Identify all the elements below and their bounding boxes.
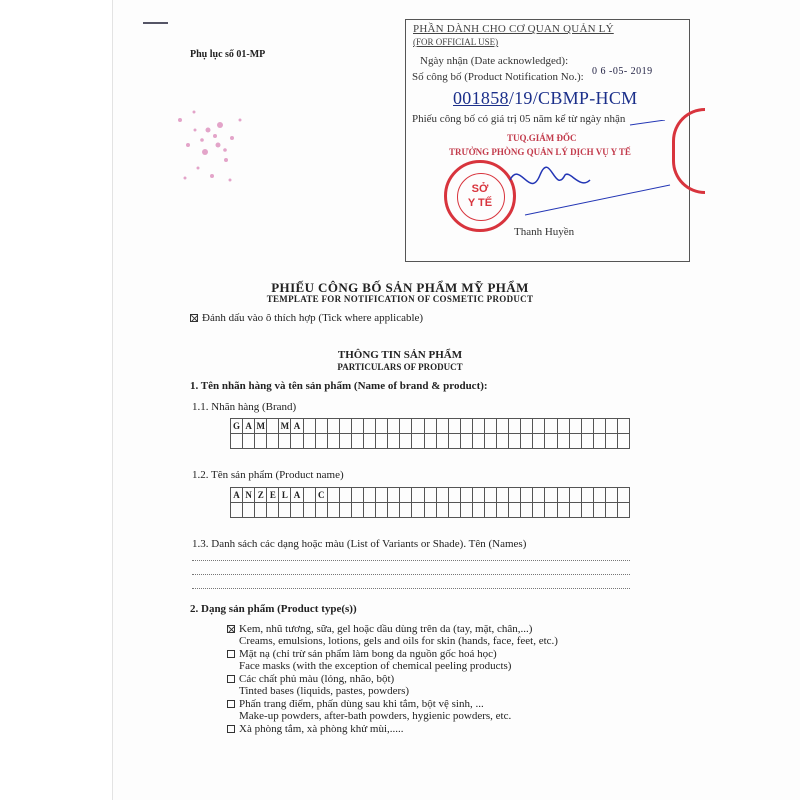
- brand-label: 1.1. Nhãn hàng (Brand): [192, 401, 297, 413]
- grid-cell[interactable]: [557, 419, 569, 434]
- grid-cell[interactable]: [339, 503, 351, 518]
- grid-cell[interactable]: [460, 488, 472, 503]
- product-type-option[interactable]: [227, 673, 647, 697]
- grid-cell[interactable]: [315, 419, 327, 434]
- grid-cell[interactable]: [557, 503, 569, 518]
- grid-cell[interactable]: [400, 488, 412, 503]
- grid-cell[interactable]: [521, 434, 533, 449]
- official-box-title: PHẦN DÀNH CHO CƠ QUAN QUẢN LÝ: [413, 23, 614, 35]
- option-label-en: Make-up powders, after-bath powders, hygienic powders, etc.: [239, 710, 512, 722]
- grid-cell[interactable]: [412, 488, 424, 503]
- grid-cell[interactable]: [255, 503, 267, 518]
- grid-cell[interactable]: [351, 503, 363, 518]
- option-label-vi: Mặt nạ (chỉ trừ sản phẩm làm bong da nguồn gốc hoá học): [239, 648, 497, 660]
- product-type-option[interactable]: [227, 698, 647, 722]
- grid-cell[interactable]: [364, 503, 376, 518]
- grid-cell[interactable]: [618, 434, 630, 449]
- grid-cell[interactable]: [533, 488, 545, 503]
- grid-cell[interactable]: [533, 503, 545, 518]
- grid-cell[interactable]: [436, 419, 448, 434]
- faded-stamp-mark: [160, 90, 280, 200]
- option-label-en: Face masks (with the exception of chemical peeling products): [239, 660, 512, 672]
- grid-cell[interactable]: [460, 434, 472, 449]
- grid-cell[interactable]: [388, 503, 400, 518]
- option-label-en: Tinted bases (liquids, pastes, powders): [239, 685, 410, 697]
- question-2-label: 2. Dạng sản phẩm (Product type(s)): [190, 603, 357, 615]
- grid-cell[interactable]: [484, 434, 496, 449]
- grid-cell[interactable]: [243, 434, 255, 449]
- grid-cell[interactable]: [545, 503, 557, 518]
- grid-cell[interactable]: [436, 503, 448, 518]
- grid-cell[interactable]: [533, 419, 545, 434]
- checkbox[interactable]: [227, 675, 235, 683]
- grid-cell[interactable]: E: [267, 488, 279, 503]
- grid-cell[interactable]: [279, 434, 291, 449]
- grid-cell[interactable]: M: [279, 419, 291, 434]
- grid-cell[interactable]: [593, 503, 605, 518]
- grid-cell[interactable]: [255, 434, 267, 449]
- variants-line[interactable]: [192, 588, 630, 589]
- seal-text-top: SỞ: [471, 183, 489, 195]
- product-type-option[interactable]: [227, 723, 647, 735]
- grid-cell[interactable]: [303, 488, 315, 503]
- grid-cell[interactable]: [533, 434, 545, 449]
- grid-cell[interactable]: A: [243, 419, 255, 434]
- option-label-vi: Phấn trang điểm, phấn dùng sau khi tắm, bột vệ sinh, ...: [239, 698, 484, 710]
- grid-cell[interactable]: [231, 503, 243, 518]
- grid-cell[interactable]: [545, 419, 557, 434]
- product-name-label: 1.2. Tên sản phẩm (Product name): [192, 469, 344, 481]
- grid-cell[interactable]: [605, 488, 617, 503]
- grid-cell[interactable]: [484, 419, 496, 434]
- validity-note: Phiếu công bố có giá trị 05 năm kể từ ngày nhận: [412, 113, 626, 125]
- grid-cell[interactable]: [303, 434, 315, 449]
- grid-cell[interactable]: G: [231, 419, 243, 434]
- grid-cell[interactable]: [376, 488, 388, 503]
- grid-cell[interactable]: [497, 488, 509, 503]
- grid-cell[interactable]: [376, 419, 388, 434]
- grid-cell[interactable]: [593, 488, 605, 503]
- grid-cell[interactable]: [521, 503, 533, 518]
- variants-line[interactable]: [192, 560, 630, 561]
- grid-cell[interactable]: [497, 434, 509, 449]
- grid-cell[interactable]: [279, 503, 291, 518]
- grid-cell[interactable]: [521, 419, 533, 434]
- grid-cell[interactable]: [605, 419, 617, 434]
- variants-label: 1.3. Danh sách các dạng hoặc màu (List of Variants or Shade). Tên (Names): [192, 538, 527, 550]
- grid-cell[interactable]: [472, 434, 484, 449]
- grid-cell[interactable]: [521, 488, 533, 503]
- date-acknowledged-label: Ngày nhận (Date acknowledged):: [420, 55, 569, 67]
- grid-cell[interactable]: [509, 488, 521, 503]
- grid-cell[interactable]: [291, 434, 303, 449]
- product-name-grid[interactable]: [230, 487, 630, 518]
- checkbox[interactable]: [227, 725, 235, 733]
- option-label-vi: Kem, nhũ tương, sữa, gel hoặc dầu dùng trên da (tay, mặt, chân,...): [239, 623, 533, 635]
- section-title: THÔNG TIN SẢN PHẨM: [337, 349, 463, 361]
- grid-cell[interactable]: [412, 503, 424, 518]
- grid-cell[interactable]: A: [291, 488, 303, 503]
- grid-cell[interactable]: M: [255, 419, 267, 434]
- grid-cell[interactable]: [545, 434, 557, 449]
- grid-cell[interactable]: [557, 434, 569, 449]
- grid-cell[interactable]: [388, 434, 400, 449]
- grid-cell[interactable]: [315, 434, 327, 449]
- grid-cell[interactable]: C: [315, 488, 327, 503]
- grid-cell[interactable]: [424, 434, 436, 449]
- grid-cell[interactable]: [484, 503, 496, 518]
- grid-cell[interactable]: [400, 434, 412, 449]
- grid-cell[interactable]: [267, 434, 279, 449]
- grid-cell[interactable]: [605, 503, 617, 518]
- grid-cell[interactable]: [618, 488, 630, 503]
- grid-cell[interactable]: [231, 434, 243, 449]
- grid-cell[interactable]: [291, 503, 303, 518]
- grid-cell[interactable]: [436, 488, 448, 503]
- grid-cell[interactable]: [327, 503, 339, 518]
- section-subtitle: PARTICULARS OF PRODUCT: [337, 362, 463, 372]
- grid-cell[interactable]: [593, 419, 605, 434]
- tick-instruction-text: Đánh dấu vào ô thích hợp (Tick where applicable): [202, 312, 424, 324]
- grid-cell[interactable]: [569, 488, 581, 503]
- grid-cell[interactable]: [351, 488, 363, 503]
- grid-cell[interactable]: [509, 434, 521, 449]
- question-1-label: 1. Tên nhãn hàng và tên sản phẩm (Name of brand & product):: [190, 380, 488, 392]
- grid-cell[interactable]: [364, 434, 376, 449]
- grid-cell[interactable]: [497, 503, 509, 518]
- grid-cell[interactable]: [472, 503, 484, 518]
- grid-cell[interactable]: [581, 434, 593, 449]
- grid-cell[interactable]: [412, 434, 424, 449]
- grid-cell[interactable]: [472, 488, 484, 503]
- grid-cell[interactable]: [509, 503, 521, 518]
- grid-cell[interactable]: A: [231, 488, 243, 503]
- grid-cell[interactable]: [376, 434, 388, 449]
- grid-cell[interactable]: [243, 503, 255, 518]
- grid-cell[interactable]: [388, 488, 400, 503]
- grid-cell[interactable]: [351, 434, 363, 449]
- grid-cell[interactable]: [581, 419, 593, 434]
- checkbox-icon: [190, 314, 198, 322]
- grid-cell[interactable]: [448, 419, 460, 434]
- signer-department: TRƯỞNG PHÒNG QUẢN LÝ DỊCH VỤ Y TẾ: [449, 147, 631, 157]
- grid-cell[interactable]: [424, 503, 436, 518]
- grid-cell[interactable]: [618, 503, 630, 518]
- grid-cell[interactable]: [460, 503, 472, 518]
- grid-cell[interactable]: [497, 419, 509, 434]
- option-label-vi: Các chất phủ màu (lỏng, nhão, bột): [239, 673, 395, 685]
- grid-cell[interactable]: N: [243, 488, 255, 503]
- grid-cell[interactable]: Z: [255, 488, 267, 503]
- grid-cell[interactable]: [569, 419, 581, 434]
- grid-cell[interactable]: [339, 488, 351, 503]
- grid-cell[interactable]: [339, 419, 351, 434]
- grid-cell[interactable]: [448, 503, 460, 518]
- grid-cell[interactable]: [557, 488, 569, 503]
- grid-cell[interactable]: [593, 434, 605, 449]
- grid-cell[interactable]: [460, 419, 472, 434]
- grid-cell[interactable]: [351, 419, 363, 434]
- signature: [430, 120, 680, 230]
- appendix-number: Phụ lục số 01-MP: [190, 49, 266, 60]
- grid-cell[interactable]: [545, 488, 557, 503]
- grid-cell[interactable]: [569, 434, 581, 449]
- grid-cell[interactable]: [303, 503, 315, 518]
- grid-cell[interactable]: [327, 419, 339, 434]
- grid-cell[interactable]: [509, 419, 521, 434]
- grid-cell[interactable]: A: [291, 419, 303, 434]
- checkbox[interactable]: [227, 650, 235, 658]
- option-label-en: Creams, emulsions, lotions, gels and oils for skin (hands, face, feet, etc.): [239, 635, 558, 647]
- grid-cell[interactable]: [581, 488, 593, 503]
- variants-line[interactable]: [192, 574, 630, 575]
- tick-instruction: [190, 312, 423, 324]
- grid-cell[interactable]: [267, 419, 279, 434]
- grid-cell[interactable]: [448, 434, 460, 449]
- grid-cell[interactable]: [424, 488, 436, 503]
- grid-cell[interactable]: [315, 503, 327, 518]
- grid-cell[interactable]: [400, 419, 412, 434]
- grid-cell[interactable]: [618, 419, 630, 434]
- notification-number-suffix: /19/CBMP-HCM: [508, 88, 638, 108]
- signer-name: Thanh Huyền: [514, 226, 575, 238]
- official-box-subtitle: (FOR OFFICIAL USE): [413, 37, 499, 47]
- grid-cell[interactable]: [424, 419, 436, 434]
- top-rule: [143, 22, 168, 24]
- checked-checkbox[interactable]: [227, 625, 235, 633]
- grid-cell[interactable]: [472, 419, 484, 434]
- grid-cell[interactable]: [364, 419, 376, 434]
- seal-text-bottom: Y TẾ: [467, 197, 493, 209]
- grid-cell[interactable]: [376, 503, 388, 518]
- grid-cell[interactable]: [303, 419, 315, 434]
- option-label-vi: Xà phòng tắm, xà phòng khử mùi,.....: [239, 723, 404, 735]
- grid-cell[interactable]: [605, 434, 617, 449]
- grid-cell[interactable]: [400, 503, 412, 518]
- notification-number-digits: 001858: [453, 88, 509, 108]
- grid-cell[interactable]: [388, 419, 400, 434]
- notification-number-label: Số công bố (Product Notification No.):: [412, 71, 584, 83]
- brand-grid[interactable]: [230, 418, 630, 449]
- checkbox[interactable]: [227, 700, 235, 708]
- grid-cell[interactable]: [412, 419, 424, 434]
- grid-cell[interactable]: [327, 434, 339, 449]
- grid-cell[interactable]: [327, 488, 339, 503]
- grid-cell[interactable]: [339, 434, 351, 449]
- grid-cell[interactable]: [484, 488, 496, 503]
- grid-cell[interactable]: [581, 503, 593, 518]
- grid-cell[interactable]: [267, 503, 279, 518]
- product-type-options: [227, 623, 647, 736]
- grid-cell[interactable]: L: [279, 488, 291, 503]
- grid-cell[interactable]: [448, 488, 460, 503]
- document-subtitle: TEMPLATE FOR NOTIFICATION OF COSMETIC PRODUCT: [266, 294, 534, 304]
- grid-cell[interactable]: [569, 503, 581, 518]
- notification-number: [453, 88, 637, 109]
- grid-cell[interactable]: [364, 488, 376, 503]
- signer-role: TUQ.GIÁM ĐỐC: [507, 133, 577, 143]
- product-type-option[interactable]: [227, 648, 647, 672]
- date-acknowledged-value: 0 6 -05- 2019: [592, 66, 653, 77]
- document-title: PHIẾU CÔNG BỐ SẢN PHẨM MỸ PHẨM: [271, 280, 529, 295]
- product-type-option[interactable]: [227, 623, 647, 647]
- grid-cell[interactable]: [436, 434, 448, 449]
